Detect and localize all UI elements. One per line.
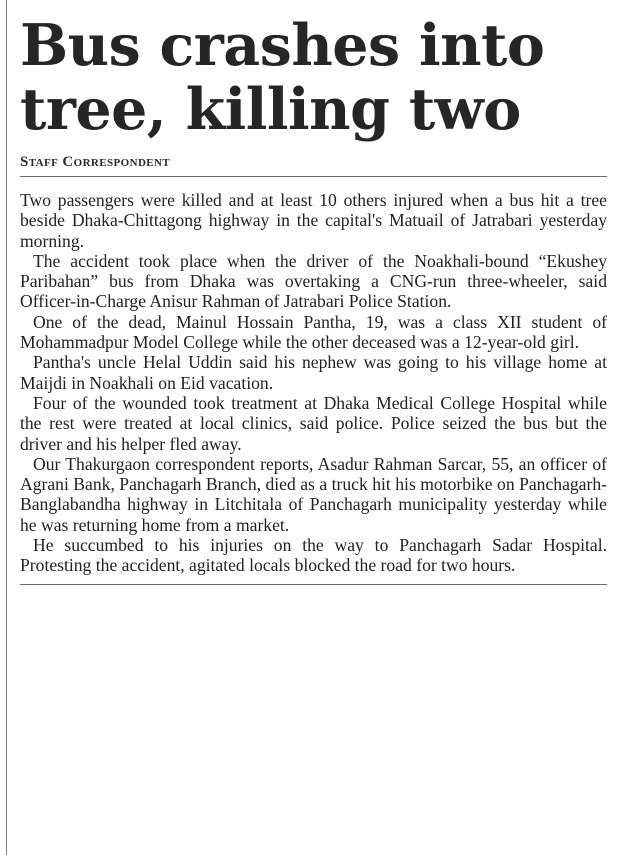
column-divider-line <box>6 0 7 855</box>
article-paragraph: One of the dead, Mainul Hossain Pantha, 19, was a class XII student of Mohammadpur Model College while the other deceased was a 12-year-old girl. <box>20 311 607 353</box>
article-end-divider <box>20 584 607 585</box>
article-byline: Staff Correspondent <box>20 154 171 170</box>
article-paragraph: Pantha's uncle Helal Uddin said his nephew was going to his village home at Maijdi in Noakhali on Eid vacation. <box>20 352 607 393</box>
article-headline: Bus crashes into tree, killing two <box>20 12 545 143</box>
article-paragraph: Two passengers were killed and at least 10 others injured when a bus hit a tree beside Dhaka-Chittagong highway in the capital's Matuail of Jatrabari yesterday morning. <box>20 190 607 251</box>
article-paragraph: The accident took place when the driver of the Noakhali-bound “Ekushey Paribahan” bus from Dhaka was overtaking a CNG-run three-wheeler, said Officer-in-Charge Anisur Rahman of Jatrabari Police Station. <box>20 250 607 312</box>
news-article <box>20 14 607 585</box>
article-body <box>20 190 607 576</box>
article-paragraph: Four of the wounded took treatment at Dhaka Medical College Hospital while the rest were treated at local clinics, said police. Police seized the bus but the driver and his helper fled away. <box>20 392 607 454</box>
article-paragraph: He succumbed to his injuries on the way to Panchagarh Sadar Hospital. Protesting the accident, agitated locals blocked the road for two hours. <box>20 535 607 576</box>
article-paragraph: Our Thakurgaon correspondent reports, Asadur Rahman Sarcar, 55, an officer of Agrani Bank, Panchagarh Branch, died as a truck hit his motorbike on Panchagarh-Banglabandha highway in Litchitala of Panchagarh municipality yesterday while he was returning home from a market. <box>20 453 607 535</box>
byline-divider <box>20 176 607 177</box>
